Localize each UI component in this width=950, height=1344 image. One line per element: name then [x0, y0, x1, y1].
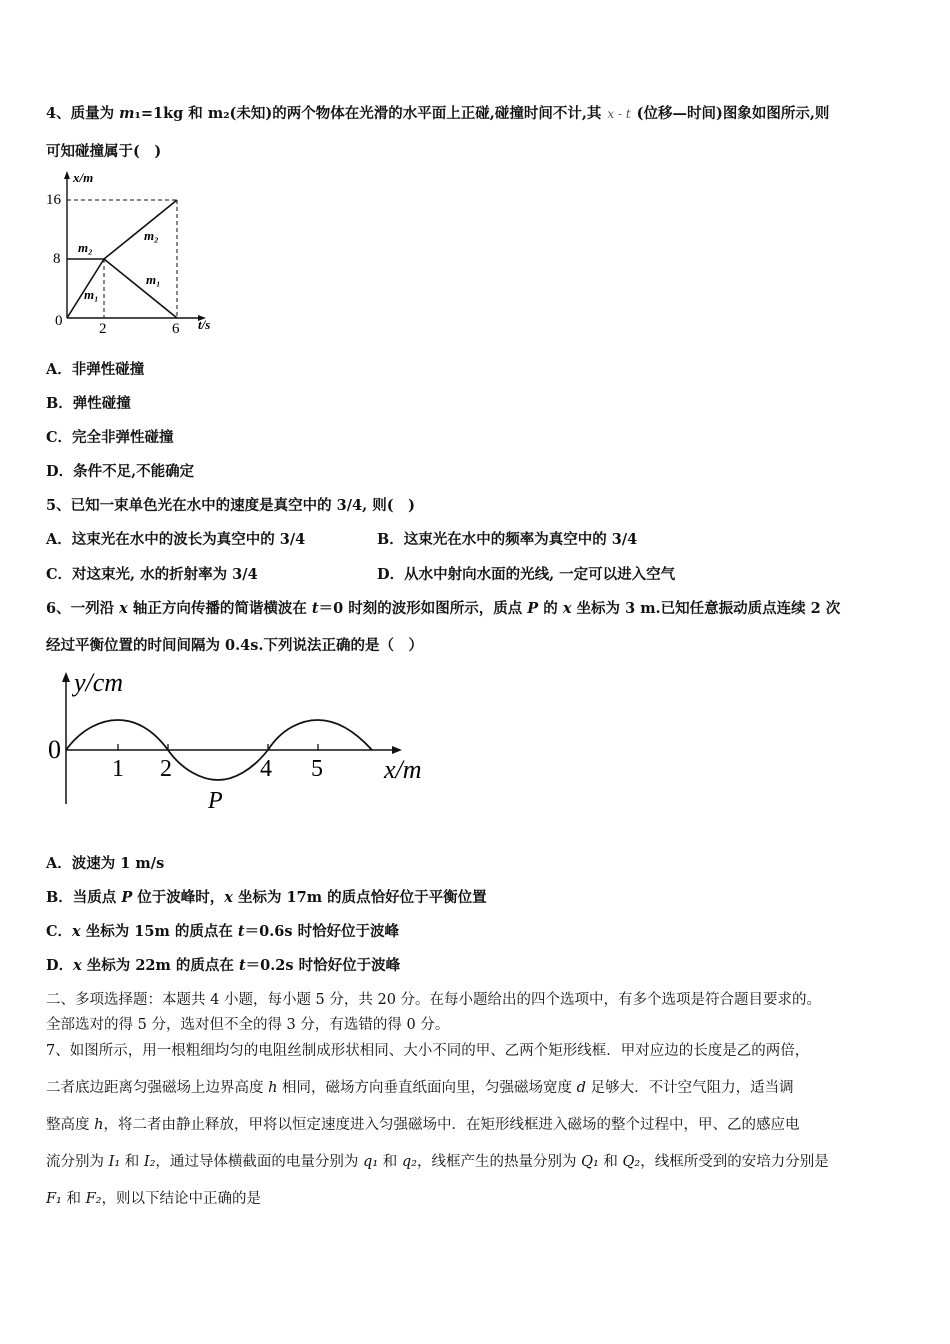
q7-h-symbol: h — [268, 1080, 278, 1096]
q6-origin: 0 — [48, 735, 61, 764]
q7-stem-line1: 7、如图所示，用一根粗细均匀的电阻丝制成形状相同、大小不同的甲、乙两个矩形线框．甲对应边的长度是乙的两倍， — [46, 1043, 810, 1059]
q6-xtick-5: 5 — [311, 756, 323, 782]
q7-q1-symbol: q₁ — [363, 1154, 379, 1170]
section2-instructions-line2: 全部选对的得 5 分，选对但不全的得 3 分，有选错的得 0 分。 — [46, 1017, 450, 1033]
q7-d-symbol: d — [576, 1080, 586, 1096]
q6-option-d-x: x — [73, 957, 82, 974]
q7-line3-text-a: 整高度 — [46, 1117, 95, 1133]
q7-h-symbol-2: h — [94, 1117, 104, 1133]
q6-option-d-t: t — [238, 957, 246, 974]
q4-option-a[interactable]: A．非弹性碰撞 — [46, 361, 145, 378]
q6-option-b-text-a: B．当质点 — [46, 889, 122, 906]
q6-y-axis-label: y/cm — [74, 668, 124, 697]
q4-m-symbol: m — [119, 105, 135, 122]
q7-line4-text-c: 和 — [120, 1154, 144, 1170]
q4-xtick-2: 2 — [99, 321, 107, 337]
q4-xt-graph — [40, 168, 240, 338]
q6-x-symbol: x — [119, 600, 128, 617]
q7-stem-line3 — [46, 1113, 799, 1134]
q6-stem-line2: 经过平衡位置的时间间隔为 0.4s.下列说法正确的是（ ） — [46, 637, 423, 654]
q6-t-symbol: t — [311, 600, 319, 617]
q5-option-a[interactable]: A．这束光在水中的波长为真空中的 3/4 — [46, 531, 306, 548]
q4-option-c[interactable]: C．完全非弹性碰撞 — [46, 429, 174, 446]
q6-option-c-text-e: ＝0.6s 时恰好位于波峰 — [244, 923, 400, 940]
q6-option-b-p: P — [121, 889, 133, 906]
q6-option-d-text-c: 坐标为 22m 的质点在 — [81, 957, 239, 974]
q4-option-b[interactable]: B．弹性碰撞 — [46, 395, 131, 412]
q6-option-d[interactable] — [46, 954, 400, 975]
q4-stem-line1 — [46, 102, 829, 123]
q7-i1-symbol: I₁ — [108, 1154, 121, 1170]
q7-stem-line5 — [46, 1187, 261, 1208]
q6-wave-graph — [40, 664, 440, 824]
q6-text-g: 的 — [538, 600, 563, 617]
q7-line4-text-m: ，线框所受到的安培力分别是 — [640, 1154, 829, 1170]
q7-line3-text-c: ，将二者由静止释放，甲将以恒定速度进入匀强磁场中．在矩形线框进入磁场的整个过程中，甲、乙的感应电 — [103, 1117, 800, 1133]
q6-xtick-4: 4 — [260, 756, 272, 782]
q7-line4-text-e: ，通过导体横截面的电量分别为 — [155, 1154, 364, 1170]
q7-line2-text-e: 足够大．不计空气阻力，适当调 — [585, 1080, 794, 1096]
q6-xtick-2: 2 — [160, 756, 172, 782]
q6-option-b[interactable] — [46, 886, 487, 907]
q6-option-a[interactable]: A．波速为 1 m/s — [46, 855, 165, 872]
q6-option-d-text-a: D． — [46, 957, 74, 974]
q4-stem-line2: 可知碰撞属于( ) — [46, 143, 162, 160]
q7-line4-text-g: 和 — [378, 1154, 402, 1170]
q7-q2-symbol: q₂ — [401, 1154, 417, 1170]
section2-instructions-line1: 二、多项选择题：本题共 4 小题，每小题 5 分，共 20 分。在每小题给出的四个选项中，有多个选项是符合题目要求的。 — [46, 992, 822, 1008]
q7-line4-text-i: ，线框产生的热量分别为 — [416, 1154, 582, 1170]
q6-text-c: 轴正方向传播的简谐横波在 — [127, 600, 312, 617]
q4-xtick-6: 6 — [172, 321, 180, 337]
q7-F2-symbol: F₂ — [85, 1191, 102, 1207]
q4-ytick-16: 16 — [46, 192, 61, 208]
q6-option-c-text-c: 坐标为 15m 的质点在 — [80, 923, 238, 940]
q7-stem-line2 — [46, 1076, 794, 1097]
q7-i2-symbol: I₂ — [143, 1154, 156, 1170]
q4-label-m1-before: m₁ — [84, 287, 99, 302]
q6-point-p-label: P — [208, 788, 223, 814]
q7-line4-text-a: 流分别为 — [46, 1154, 109, 1170]
q5-option-c[interactable]: C．对这束光, 水的折射率为 3/4 — [46, 566, 258, 583]
q6-p-symbol: P — [527, 600, 539, 617]
q6-option-c[interactable] — [46, 920, 399, 941]
q4-option-d[interactable]: D．条件不足,不能确定 — [46, 463, 195, 480]
q7-F1-symbol: F₁ — [46, 1191, 62, 1207]
q6-x-axis-label: x/m — [384, 755, 422, 784]
q7-stem-line4 — [46, 1150, 829, 1171]
q7-line2-text-a: 二者底边距离匀强磁场上边界高度 — [46, 1080, 269, 1096]
q7-line5-text-d: ，则以下结论中正确的是 — [101, 1191, 261, 1207]
q6-option-c-text-a: C． — [46, 923, 73, 940]
q7-Q2-symbol: Q₂ — [622, 1154, 641, 1170]
q4-text-a: 4、质量为 — [46, 105, 120, 122]
q4-label-m1-after: m₁ — [146, 272, 161, 287]
q5-option-b[interactable]: B．这束光在水中的频率为真空中的 3/4 — [377, 531, 638, 548]
q4-label-m2-before: m₂ — [78, 240, 93, 255]
q6-text-a: 6、一列沿 — [46, 600, 120, 617]
q5-stem: 5、已知一束单色光在水中的速度是真空中的 3/4, 则( ) — [46, 497, 415, 514]
q6-text-i: 坐标为 3 m.已知任意振动质点连续 2 次 — [571, 600, 841, 617]
q6-stem-line1 — [46, 597, 840, 618]
q6-option-c-x: x — [72, 923, 81, 940]
q6-option-d-text-e: ＝0.2s 时恰好位于波峰 — [245, 957, 401, 974]
q4-label-m2-after: m₂ — [144, 228, 159, 243]
q7-line4-text-k: 和 — [598, 1154, 623, 1170]
q6-text-e: ＝0 时刻的波形如图所示，质点 — [318, 600, 528, 617]
q4-origin: 0 — [55, 313, 63, 329]
q7-Q1-symbol: Q₁ — [581, 1154, 599, 1170]
q4-xt-symbol: x - t — [607, 107, 631, 121]
q6-option-b-text-c: 位于波峰时， — [132, 889, 225, 906]
q6-option-c-t: t — [237, 923, 245, 940]
q6-option-b-x: x — [224, 889, 233, 906]
q6-x-symbol-2: x — [562, 600, 572, 617]
q4-x-axis-label: t/s — [198, 317, 211, 332]
q5-option-d[interactable]: D．从水中射向水面的光线, 一定可以进入空气 — [377, 566, 676, 583]
q4-text-c: ₁=1kg 和 m₂(未知)的两个物体在光滑的水平面上正碰,碰撞时间不计,其 — [134, 105, 602, 122]
q4-ytick-8: 8 — [53, 251, 61, 267]
q4-text-d: (位移—时间)图象如图所示,则 — [636, 105, 830, 122]
q4-y-axis-label: x/m — [73, 170, 94, 185]
q7-line5-text-b: 和 — [61, 1191, 86, 1207]
q6-option-b-text-e: 坐标为 17m 的质点恰好位于平衡位置 — [232, 889, 487, 906]
q6-xtick-1: 1 — [112, 756, 124, 782]
q7-line2-text-c: 相同，磁场方向垂直纸面向里，匀强磁场宽度 — [277, 1080, 577, 1096]
